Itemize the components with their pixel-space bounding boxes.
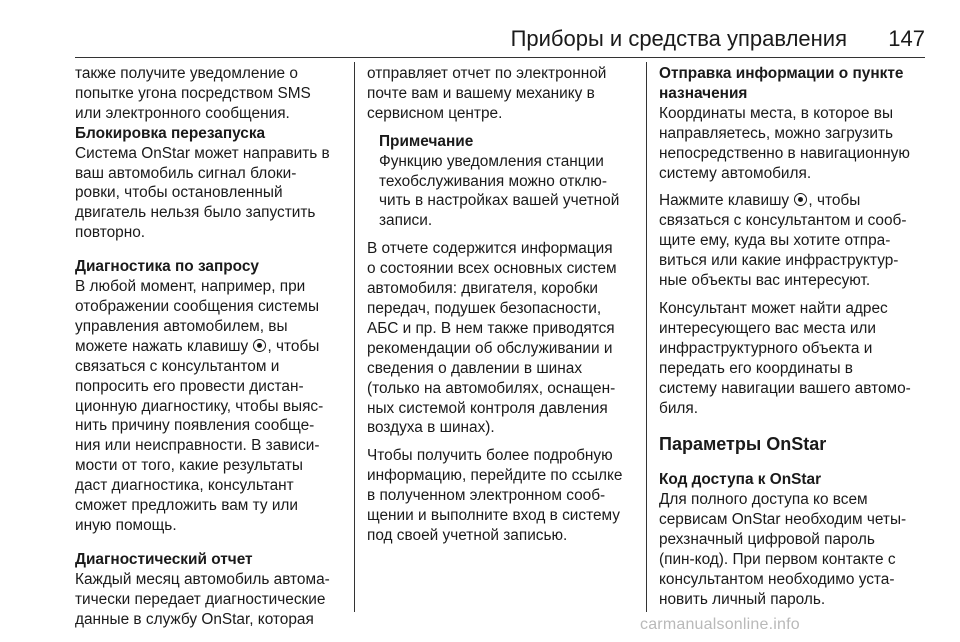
heading-diagnostics-on-request: Диагностика по запросу: [75, 258, 259, 276]
heading-line: назначения: [659, 84, 748, 102]
text-line: управления автомобилем, вы: [75, 317, 288, 335]
text-line: щите ему, куда вы хотите отпра-: [659, 232, 891, 250]
text-fragment: Нажмите клавишу: [659, 192, 794, 210]
restart-paragraph: [75, 144, 347, 244]
column-1: [75, 64, 347, 629]
text-line: ния или неисправности. В зависи-: [75, 437, 320, 455]
heading-line: Отправка информации о пункте: [659, 65, 904, 82]
text-line: [659, 191, 931, 211]
text-line: [75, 337, 347, 357]
text-line: повторно.: [75, 224, 146, 242]
onstar-button-icon: [794, 193, 807, 206]
text-line: рекомендации об обслуживании и: [367, 339, 613, 357]
text-line: биля.: [659, 399, 699, 417]
consultant-paragraph: [659, 299, 931, 418]
text-line: сервисам OnStar необходим четы-: [659, 511, 907, 529]
text-line: (пин-код). При первом контакте с: [659, 551, 896, 569]
text-line: связаться с консультантом и: [75, 357, 280, 375]
heading-restart-block: Блокировка перезапуска: [75, 124, 266, 142]
text-line: техобслуживания можно отклю-: [379, 172, 607, 190]
text-line: передать его координаты в: [659, 359, 853, 377]
text-line: Чтобы получить более подробную: [367, 447, 613, 465]
text-line: Система OnStar может направить в: [75, 144, 330, 162]
text-line: Консультант может найти адрес: [659, 299, 888, 317]
onstar-button-icon: [253, 339, 266, 352]
column-divider: [646, 62, 647, 612]
text-line: В отчете содержится информация: [367, 240, 613, 258]
text-line: данные в службу OnStar, которая: [75, 610, 314, 628]
column-2: [367, 64, 639, 546]
text-line: ваш автомобиль сигнал блоки-: [75, 164, 297, 182]
text-line: сервисном центре.: [367, 104, 503, 122]
text-line: Каждый месяц автомобиль автома-: [75, 570, 330, 588]
text-line: о состоянии всех основных систем: [367, 260, 617, 278]
access-code-paragraph: [659, 490, 931, 609]
text-line: сможет предложить вам ту или: [75, 497, 298, 515]
text-fragment: , чтобы: [267, 337, 320, 355]
text-line: ных системой контроля давления: [367, 399, 608, 417]
text-line: виться или какие инфраструктур-: [659, 252, 899, 270]
text-line: записи.: [379, 212, 433, 230]
report-paragraph: [75, 570, 347, 630]
text-line: двигатель нельзя было запустить: [75, 204, 316, 222]
text-line: новить личный пароль.: [659, 590, 826, 608]
column-divider: [354, 62, 355, 612]
text-line: щении и выполните вход в систему: [367, 507, 620, 525]
heading-onstar-settings: Параметры OnStar: [659, 434, 827, 455]
text-line: АБС и пр. В нем также приводятся: [367, 319, 615, 337]
text-line: направляетесь, можно загрузить: [659, 124, 894, 142]
text-line: (только на автомобилях, оснащен-: [367, 379, 616, 397]
text-line: даст диагностика, консультант: [75, 477, 294, 495]
text-line: систему навигации вашего автомо-: [659, 379, 911, 397]
text-line: В любой момент, например, при: [75, 278, 306, 296]
text-line: или электронного сообщения.: [75, 104, 290, 122]
text-line: чить в настройках вашей учетной: [379, 192, 620, 210]
header-rule: [75, 57, 925, 58]
column-3: [659, 64, 931, 610]
destination-paragraph: [659, 104, 931, 184]
text-line: информацию, перейдите по ссылке: [367, 467, 623, 485]
text-line: Функцию уведомления станции: [379, 152, 604, 170]
text-line: автомобиля: двигателя, коробки: [367, 280, 599, 298]
press-button-paragraph: [659, 191, 931, 291]
text-line: иную помощь.: [75, 516, 177, 534]
text-line: мости от того, какие результаты: [75, 457, 303, 475]
text-line: также получите уведомление о: [75, 65, 298, 82]
heading-diagnostic-report: Диагностический отчет: [75, 550, 253, 568]
text-line: нить причину появления сообще-: [75, 417, 315, 435]
text-line: почте вам и вашему механику в: [367, 84, 595, 102]
text-line: сведения о давлении в шинах: [367, 359, 583, 377]
text-line: в полученном электронном сооб-: [367, 487, 606, 505]
note-heading: Примечание: [379, 132, 474, 150]
text-line: ционную диагностику, чтобы выяс-: [75, 397, 324, 415]
text-line: Координаты места, в которое вы: [659, 104, 894, 122]
text-line: под своей учетной записью.: [367, 526, 568, 544]
text-line: Для полного доступа ко всем: [659, 491, 868, 509]
text-line: передач, подушек безопасности,: [367, 299, 602, 317]
text-line: связаться с консультантом и сооб-: [659, 212, 907, 230]
text-line: ные объекты вас интересуют.: [659, 272, 871, 290]
heading-destination-info: [659, 64, 931, 104]
page-number: 147: [888, 26, 925, 51]
text-line: попытке угона посредством SMS: [75, 84, 311, 102]
text-line: тически передает диагностические: [75, 590, 326, 608]
text-line: систему автомобиля.: [659, 164, 812, 182]
note-box: [367, 132, 639, 232]
text-line: отображении сообщения системы: [75, 297, 320, 315]
more-info-paragraph: [367, 446, 639, 546]
text-fragment: можете нажать клавишу: [75, 337, 253, 355]
text-line: непосредственно в навигационную: [659, 144, 910, 162]
text-line: интересующего вас места или: [659, 319, 877, 337]
text-line: инфраструктурного объекта и: [659, 339, 873, 357]
page-header: [75, 24, 925, 58]
heading-access-code: Код доступа к OnStar: [659, 471, 822, 489]
watermark: carmanualsonline.info: [640, 616, 800, 633]
diagnostics-paragraph: [75, 277, 347, 536]
text-fragment: , чтобы: [808, 192, 861, 210]
section-title: Приборы и средства управления: [510, 26, 847, 51]
text-line: воздуха в шинах).: [367, 419, 495, 437]
text-line: ровки, чтобы остановленный: [75, 184, 283, 202]
report-continuation-paragraph: [367, 64, 639, 124]
text-line: отправляет отчет по электронной: [367, 65, 607, 82]
report-content-paragraph: [367, 239, 639, 438]
text-line: рехзначный цифровой пароль: [659, 531, 875, 549]
text-line: попросить его провести дистан-: [75, 377, 304, 395]
intro-paragraph: [75, 64, 347, 124]
text-line: консультантом необходимо уста-: [659, 570, 895, 588]
